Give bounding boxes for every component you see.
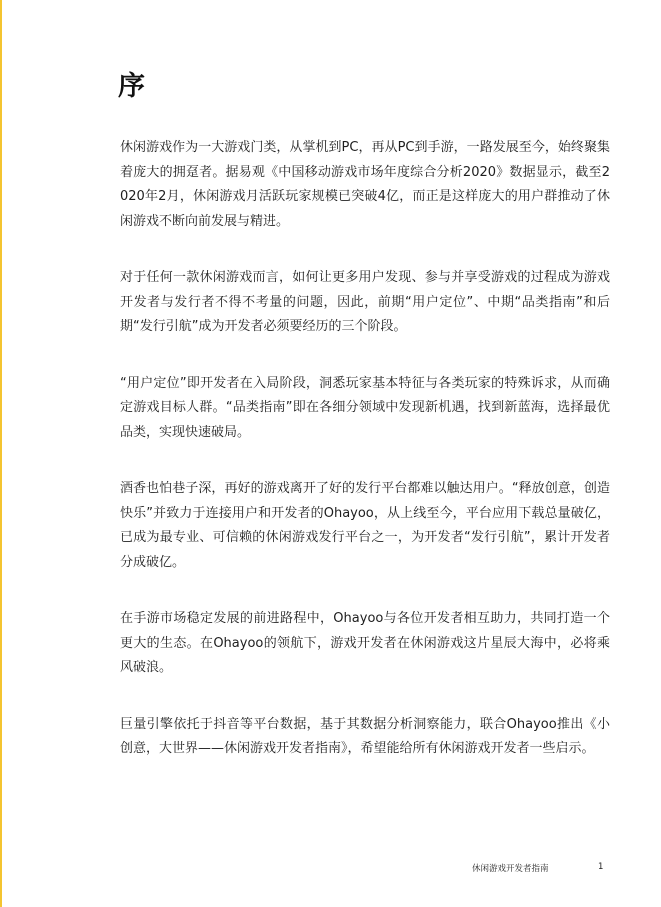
paragraph-4: 酒香也怕巷子深，再好的游戏离开了好的发行平台都难以触达用户。“释放创意，创造快乐”并致力于连接用户和开发者的Ohayoo，从上线至今，平台应用下载总量破亿，已成为最专业、可信赖的休闲游戏发行平台之一，为开发者“发行引航”，累计开发者分成破亿。 (120, 481, 610, 570)
accent-bar (0, 0, 2, 907)
footer-document-title: 休闲游戏开发者指南 (472, 864, 549, 874)
page-footer (0, 862, 661, 878)
page-title: 序 (118, 71, 146, 102)
paragraph-1: 休闲游戏作为一大游戏门类，从掌机到PC，再从PC到手游，一路发展至今，始终聚集着庞大的拥趸者。据易观《中国移动游戏市场年度综合分析2020》数据显示，截至2020年2月，休闲游戏月活跃玩家规模已突破4亿，而正是这样庞大的用户群推动了休闲游戏不断向前发展与精进。 (120, 140, 610, 229)
paragraph-5: 在手游市场稳定发展的前进路程中，Ohayoo与各位开发者相互助力，共同打造一个更大的生态。在Ohayoo的领航下，游戏开发者在休闲游戏这片星辰大海中，必将乘风破浪。 (120, 611, 610, 675)
paragraph-3: “用户定位”即开发者在入局阶段，洞悉玩家基本特征与各类玩家的特殊诉求，从而确定游戏目标人群。“品类指南”即在各细分领域中发现新机遇，找到新蓝海，选择最优品类，实现快速破局。 (120, 375, 610, 440)
paragraph-2: 对于任何一款休闲游戏而言，如何让更多用户发现、参与并享受游戏的过程成为游戏开发者与发行者不得不考量的问题，因此，前期“用户定位”、中期“品类指南”和后期“发行引航”成为开发者必须要经历的三个阶段。 (120, 270, 610, 334)
body-text (120, 136, 610, 794)
page-number: 1 (598, 862, 604, 872)
paragraph-6: 巨量引擎依托于抖音等平台数据，基于其数据分析洞察能力，联合Ohayoo推出《小创意，大世界——休闲游戏开发者指南》，希望能给所有休闲游戏开发者一些启示。 (120, 716, 610, 756)
